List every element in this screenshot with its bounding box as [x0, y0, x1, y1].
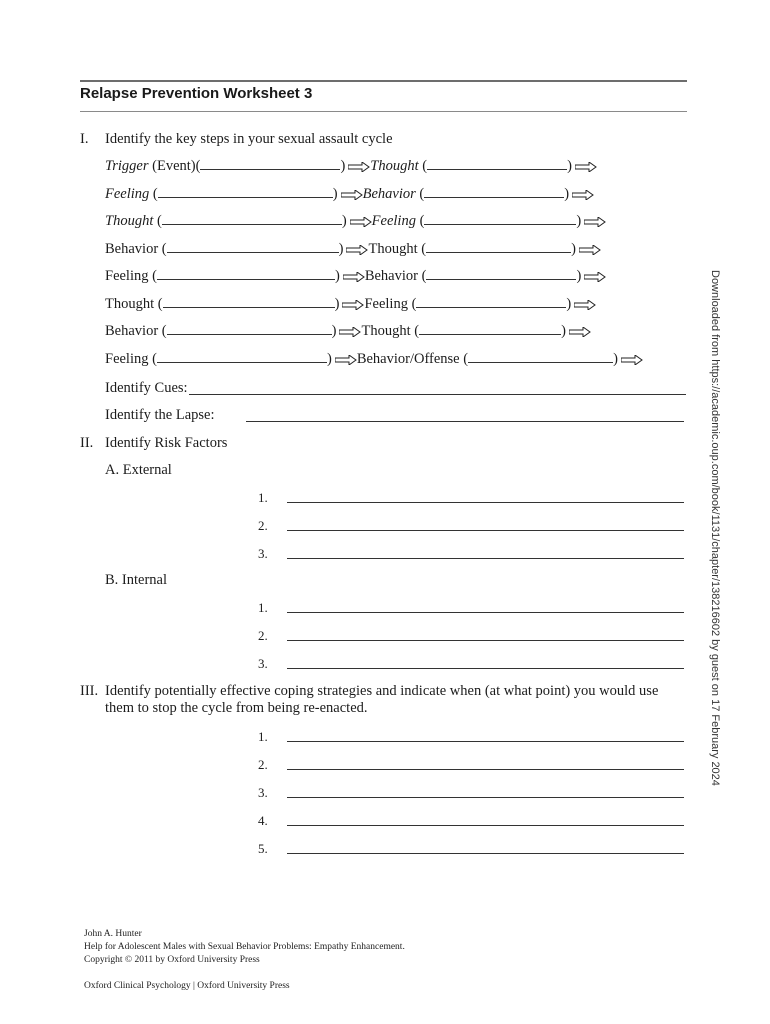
arrow-icon — [343, 241, 368, 257]
section-1-numeral: I. — [80, 131, 89, 147]
cycle-step-label: Thought — [105, 296, 155, 312]
cycle-blank[interactable] — [426, 241, 571, 253]
arrow-icon — [576, 241, 601, 257]
cycle-paren: ) — [341, 213, 347, 229]
footer-book: Help for Adolescent Males with Sexual Behavior Problems: Empathy Enhancement. — [84, 942, 405, 952]
arrow-icon — [569, 186, 594, 202]
cycle-blank[interactable] — [424, 186, 564, 198]
cycle-blank[interactable] — [167, 241, 339, 253]
cycle-blank[interactable] — [424, 213, 576, 225]
section-3-heading-line2: them to stop the cycle from being re-enacted. — [105, 700, 368, 716]
cycle-blank[interactable] — [162, 213, 342, 225]
cycle-step-label: Behavior — [105, 241, 159, 257]
cycle-step-label: Feeling — [105, 268, 149, 284]
arrow-icon — [346, 245, 368, 255]
top-rule — [80, 80, 687, 82]
cycle-row — [105, 213, 606, 230]
answer-line[interactable] — [287, 769, 684, 770]
arrow-icon — [618, 351, 643, 367]
arrow-icon — [581, 268, 606, 284]
cycle-paren: ( — [417, 268, 427, 284]
arrow-icon — [348, 162, 370, 172]
answer-line[interactable] — [287, 741, 684, 742]
cycle-paren: ) — [576, 268, 582, 284]
cycle-step-label: Feeling — [364, 296, 408, 312]
arrow-icon — [347, 213, 372, 229]
cycle-paren: ( — [148, 268, 157, 284]
cycle-row — [105, 296, 596, 313]
cycle-paren: ) — [340, 158, 346, 174]
cycle-step-label: Behavior — [105, 323, 159, 339]
cycle-step-label: Behavior — [364, 268, 418, 284]
internal-label: B. Internal — [105, 572, 168, 588]
cycle-step-label: Thought — [361, 323, 411, 339]
answer-line[interactable] — [287, 853, 684, 854]
cycle-row — [105, 158, 597, 175]
cycle-blank[interactable] — [200, 158, 340, 170]
arrow-icon — [341, 190, 363, 200]
arrow-icon — [574, 300, 596, 310]
cycle-row — [105, 351, 643, 368]
cycle-blank[interactable] — [419, 323, 561, 335]
arrow-icon — [621, 355, 643, 365]
item-number: 2. — [258, 518, 268, 533]
section-2-heading: Identify Risk Factors — [105, 435, 228, 451]
answer-line[interactable] — [287, 825, 684, 826]
cycle-paren: ) — [567, 158, 572, 174]
cycle-paren: ) — [576, 213, 582, 229]
answer-line[interactable] — [287, 612, 684, 613]
answer-line[interactable] — [287, 502, 684, 503]
answer-line[interactable] — [287, 668, 684, 669]
cycle-paren: ) — [566, 296, 572, 312]
cycle-blank[interactable] — [163, 296, 335, 308]
cycle-paren: ( — [418, 158, 428, 174]
cycle-paren: ) — [326, 351, 332, 367]
cycle-paren: (Event)( — [148, 158, 201, 174]
arrow-icon — [336, 323, 361, 339]
worksheet-title: Relapse Prevention Worksheet 3 — [80, 85, 313, 102]
cycle-paren: ) — [571, 241, 576, 257]
cycle-blank[interactable] — [426, 268, 576, 280]
arrow-icon — [575, 162, 597, 172]
external-label: A. External — [105, 462, 172, 478]
section-3-numeral: III. — [80, 683, 99, 699]
section-1-heading: Identify the key steps in your sexual assault cycle — [105, 131, 393, 147]
answer-line[interactable] — [287, 797, 684, 798]
lapse-answer-line[interactable] — [246, 421, 684, 422]
arrow-icon — [569, 327, 591, 337]
cycle-step-label: Thought — [368, 241, 418, 257]
arrow-icon — [342, 300, 364, 310]
cycle-step-label: Feeling — [371, 213, 416, 229]
cycle-blank[interactable] — [157, 351, 327, 363]
cycle-paren: ) — [332, 186, 338, 202]
cycle-paren: ( — [417, 241, 427, 257]
section-2-numeral: II. — [80, 435, 94, 451]
cycle-paren: ( — [459, 351, 469, 367]
item-number: 3. — [258, 656, 268, 671]
item-number: 1. — [258, 490, 268, 505]
lapse-label: Identify the Lapse: — [105, 407, 215, 423]
cycle-paren: ( — [154, 296, 163, 312]
answer-line[interactable] — [287, 530, 684, 531]
cycle-paren: ( — [148, 351, 157, 367]
arrow-icon — [566, 323, 591, 339]
arrow-icon — [343, 272, 365, 282]
arrow-icon — [584, 217, 606, 227]
cycle-paren: ) — [334, 296, 340, 312]
footer-copyright: Copyright © 2011 by Oxford University Press — [84, 955, 260, 965]
cycle-paren: ( — [158, 323, 167, 339]
item-number: 4. — [258, 813, 268, 828]
cycle-paren: ( — [415, 213, 425, 229]
answer-line[interactable] — [287, 558, 684, 559]
footer-series: Oxford Clinical Psychology | Oxford University Press — [84, 981, 290, 991]
cycle-paren: ) — [334, 268, 340, 284]
cycle-step-label: Behavior — [362, 186, 416, 202]
item-number: 1. — [258, 729, 268, 744]
arrow-icon — [581, 213, 606, 229]
cues-label: Identify Cues: — [105, 380, 188, 396]
cycle-blank[interactable] — [158, 186, 333, 198]
arrow-icon — [338, 186, 363, 202]
cycle-blank[interactable] — [427, 158, 567, 170]
arrow-icon — [571, 296, 596, 312]
item-number: 2. — [258, 628, 268, 643]
cycle-paren: ( — [153, 213, 162, 229]
item-number: 1. — [258, 600, 268, 615]
cycle-step-label: Trigger — [105, 158, 149, 174]
cycle-paren: ( — [410, 323, 420, 339]
answer-line[interactable] — [287, 640, 684, 641]
cycle-paren: ( — [415, 186, 425, 202]
cycle-blank[interactable] — [157, 268, 335, 280]
cycle-paren: ( — [407, 296, 417, 312]
item-number: 3. — [258, 785, 268, 800]
cycle-row — [105, 241, 601, 258]
section-3-heading-line1: Identify potentially effective coping strategies and indicate when (at what point) you would use — [105, 683, 659, 699]
cycle-blank[interactable] — [416, 296, 566, 308]
cycle-blank[interactable] — [468, 351, 613, 363]
download-sidebar-text: Downloaded from https://academic.oup.com/book/1131/chapter/138216602 by guest on 17 February 2024 — [709, 270, 721, 786]
item-number: 2. — [258, 757, 268, 772]
title-underline — [80, 111, 687, 112]
arrow-icon — [345, 158, 370, 174]
cycle-row — [105, 323, 591, 340]
arrow-icon — [340, 268, 365, 284]
cycle-step-label: Behavior/Offense — [356, 351, 460, 367]
cycle-step-label: Feeling — [105, 351, 149, 367]
arrow-icon — [572, 158, 597, 174]
cycle-paren: ) — [331, 323, 337, 339]
cycle-paren: ( — [149, 186, 158, 202]
cycle-row — [105, 268, 606, 285]
cycle-paren: ) — [613, 351, 618, 367]
arrow-icon — [335, 355, 357, 365]
cycle-step-label: Thought — [105, 213, 154, 229]
cycle-paren: ) — [561, 323, 566, 339]
cycle-paren: ( — [158, 241, 167, 257]
arrow-icon — [579, 245, 601, 255]
cycle-paren: ) — [564, 186, 570, 202]
cycle-step-label: Feeling — [105, 186, 150, 202]
footer-author: John A. Hunter — [84, 929, 142, 939]
item-number: 5. — [258, 841, 268, 856]
arrow-icon — [350, 217, 372, 227]
item-number: 3. — [258, 546, 268, 561]
cues-answer-line[interactable] — [189, 394, 686, 395]
cycle-blank[interactable] — [167, 323, 332, 335]
download-sidebar — [706, 270, 726, 786]
arrow-icon — [572, 190, 594, 200]
cycle-row — [105, 186, 594, 203]
arrow-icon — [339, 327, 361, 337]
arrow-icon — [339, 296, 364, 312]
cycle-step-label: Thought — [370, 158, 419, 174]
cycle-paren: ) — [338, 241, 344, 257]
arrow-icon — [584, 272, 606, 282]
arrow-icon — [332, 351, 357, 367]
